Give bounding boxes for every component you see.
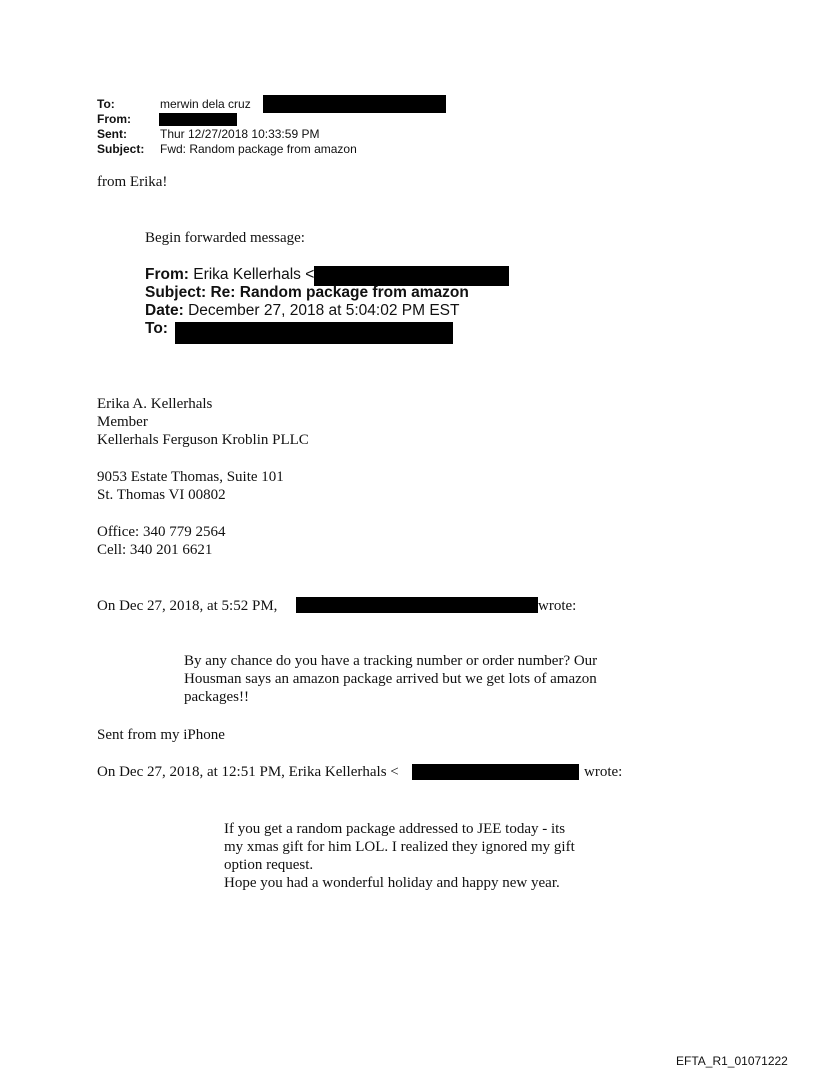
redaction-box [412, 764, 579, 780]
intro-text: from Erika! [97, 174, 168, 190]
subject-value: Fwd: Random package from amazon [160, 142, 357, 156]
forward-from-value: Erika Kellerhals < [193, 266, 315, 283]
forward-subject-value: Re: Random package from amazon [210, 284, 469, 301]
reply1-wrote: wrote: [538, 598, 577, 614]
reply1-body-line1: By any chance do you have a tracking number or order number? Our [184, 653, 598, 669]
to-value: merwin dela cruz [160, 97, 251, 111]
redaction-box [263, 95, 446, 113]
reply1-intro: On Dec 27, 2018, at 5:52 PM, [97, 598, 278, 614]
forward-to-line [145, 320, 168, 338]
signature-name: Erika A. Kellerhals [97, 396, 213, 412]
reply2-body-line3: option request. [224, 857, 314, 873]
forward-subject-line [145, 284, 469, 302]
forward-date-label: Date: [145, 302, 184, 319]
reply1-body-line2: Housman says an amazon package arrived but we get lots of amazon [184, 671, 597, 687]
signature-firm: Kellerhals Ferguson Kroblin PLLC [97, 432, 309, 448]
forward-from-label: From: [145, 266, 189, 283]
reply1-body-line3: packages!! [184, 689, 249, 705]
reply2-body-line4: Hope you had a wonderful holiday and happy new year. [224, 875, 560, 891]
reply2-wrote: wrote: [584, 764, 623, 780]
sent-label: Sent: [97, 127, 127, 141]
reply2-intro: On Dec 27, 2018, at 12:51 PM, Erika Kellerhals < [97, 764, 399, 780]
to-label: To: [97, 97, 115, 111]
sent-from-text: Sent from my iPhone [97, 727, 225, 743]
forward-from-line [145, 266, 314, 284]
redaction-box [159, 113, 237, 126]
subject-label: Subject: [97, 142, 145, 156]
sent-value: Thur 12/27/2018 10:33:59 PM [160, 127, 320, 141]
forward-to-label: To: [145, 320, 168, 337]
signature-title: Member [97, 414, 148, 430]
begin-forwarded-text: Begin forwarded message: [145, 230, 305, 246]
forward-subject-label: Subject: [145, 284, 207, 301]
reply2-body-line2: my xmas gift for him LOL. I realized they ignored my gift [224, 839, 575, 855]
reply2-body-line1: If you get a random package addressed to JEE today - its [224, 821, 566, 837]
signature-office-phone: Office: 340 779 2564 [97, 524, 226, 540]
redaction-box [175, 322, 453, 344]
bates-number: EFTA_R1_01071222 [676, 1054, 788, 1068]
signature-cell-phone: Cell: 340 201 6621 [97, 542, 213, 558]
redaction-box [296, 597, 538, 613]
from-label: From: [97, 112, 131, 126]
signature-address-line2: St. Thomas VI 00802 [97, 487, 226, 503]
redaction-box [314, 266, 509, 286]
forward-date-value: December 27, 2018 at 5:04:02 PM EST [188, 302, 460, 319]
forward-date-line [145, 302, 459, 320]
signature-address-line1: 9053 Estate Thomas, Suite 101 [97, 469, 284, 485]
